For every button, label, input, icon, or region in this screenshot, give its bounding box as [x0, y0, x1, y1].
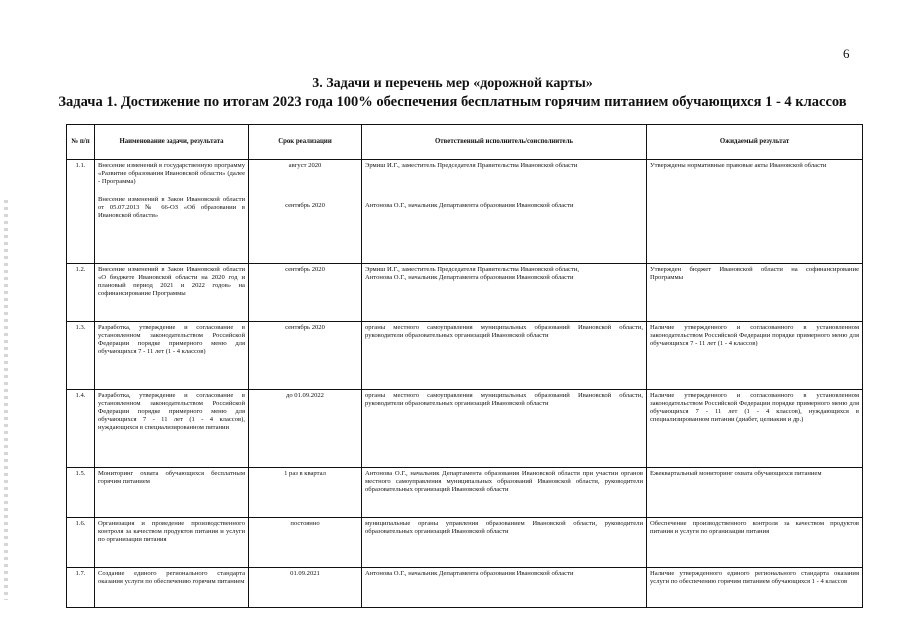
page-number: 6 — [843, 46, 850, 61]
section-title: 3. Задачи и перечень мер «дорожной карты» — [312, 76, 593, 91]
row-term-part: август 2020 — [288, 162, 322, 169]
header-result: Ожидаемый результат — [647, 125, 863, 160]
row-task: Мониторинг охвата обучающихся бесплатным горячим питанием — [95, 468, 249, 518]
row-task-part: Внесение изменений в государственную программу «Развитие образования Ивановской области» (далее - Программа) — [98, 162, 245, 185]
row-responsible-part: Антонова О.Г., начальник Департамента образования Ивановской области — [365, 201, 574, 209]
table-row — [67, 568, 863, 608]
row-responsible: муниципальные органы управления образованием Ивановской области, руководители образовательных организаций Ивановской области — [362, 518, 647, 568]
row-responsible-part: Антонова О.Г., начальник Департамента образования Ивановской области — [365, 273, 574, 281]
table-row — [67, 160, 863, 264]
row-responsible — [362, 160, 647, 264]
task-title: Задача 1. Достижение по итогам 2023 года 100% обеспечения бесплатным горячим питанием обучающихся 1 - 4 классов — [58, 94, 847, 110]
row-task: Создание единого регионального стандарта оказания услуги по обеспечению горячим питанием — [95, 568, 249, 608]
row-result: Наличие утвержденного и согласованного в установленном законодательством Российской Федерации порядке примерного меню для обучающихся 7 - 11 лет (1 - 4 классов) — [647, 322, 863, 390]
table-header-row — [67, 125, 863, 160]
row-term: сентябрь 2020 — [249, 322, 362, 390]
row-term: 1 раз в квартал — [249, 468, 362, 518]
header-task: Наименование задачи, результата — [95, 125, 249, 160]
row-responsible: органы местного самоуправления муниципальных образований Ивановской области, руководители образовательных организаций Ивановской области — [362, 390, 647, 468]
row-task: Организация и проведение производственного контроля за качеством продуктов питания и услуги по организации питания — [95, 518, 249, 568]
row-num: 1.3. — [67, 322, 95, 390]
header-num: № п/п — [67, 125, 95, 160]
row-task: Разработка, утверждение и согласование в установленном законодательством Российской Федерации порядке примерного меню для обучающихся 7 - 11 лет (1 - 4 классов) — [95, 322, 249, 390]
row-result: Утверждены нормативные правовые акты Ивановской области — [647, 160, 863, 264]
row-responsible: Антонова О.Г., начальник Департамента образования Ивановской области при участии органов местного самоуправления муниципальных образований Ивановской области, руководители образовательных организаций Ивановской области — [362, 468, 647, 518]
row-num: 1.5. — [67, 468, 95, 518]
row-term: постоянно — [249, 518, 362, 568]
table-row — [67, 264, 863, 322]
table-row — [67, 390, 863, 468]
row-responsible: Антонова О.Г., начальник Департамента образования Ивановской области — [362, 568, 647, 608]
table-row — [67, 518, 863, 568]
row-task-part: Внесение изменений в Закон Ивановской области от 05.07.2013 № 66-ОЗ «Об образовании в Ивановской области» — [98, 195, 245, 219]
row-term — [249, 160, 362, 264]
row-responsible: органы местного самоуправления муниципальных образований Ивановской области, руководители образовательных организаций Ивановской области — [362, 322, 647, 390]
row-num: 1.2. — [67, 264, 95, 322]
row-result: Ежеквартальный мониторинг охвата обучающихся питанием — [647, 468, 863, 518]
row-num: 1.1. — [67, 160, 95, 264]
table-row — [67, 322, 863, 390]
row-num: 1.6. — [67, 518, 95, 568]
row-term: до 01.09.2022 — [249, 390, 362, 468]
row-term: сентябрь 2020 — [249, 264, 362, 322]
row-task — [95, 160, 249, 264]
row-responsible — [362, 264, 647, 322]
row-task: Разработка, утверждение и согласование в установленном законодательством Российской Федерации порядке примерного меню для обучающихся 7 - 11 лет (1 - 4 классов), нуждающихся в специализированном питании — [95, 390, 249, 468]
header-responsible: Ответственный исполнитель/соисполнитель — [362, 125, 647, 160]
row-result: Утвержден бюджет Ивановской области на софинансирование Программы — [647, 264, 863, 322]
table-row — [67, 468, 863, 518]
row-term: 01.09.2021 — [249, 568, 362, 608]
row-num: 1.4. — [67, 390, 95, 468]
roadmap-table — [66, 124, 863, 608]
row-num: 1.7. — [67, 568, 95, 608]
header-term: Срок реализации — [249, 125, 362, 160]
margin-scan-artifact — [4, 200, 8, 600]
row-result: Обеспечение производственного контроля за качеством продуктов питания и услуги по организации питания — [647, 518, 863, 568]
row-responsible-part: Эрмиш И.Г., заместитель Председателя Правительства Ивановской области, — [365, 266, 579, 273]
row-responsible-part: Эрмиш И.Г., заместитель Председателя Правительства Ивановской области — [365, 162, 578, 169]
row-term-part: сентябрь 2020 — [285, 201, 325, 209]
row-result: Наличие утвержденного и согласованного в установленном законодательством Российской Федерации порядке примерного меню для обучающихся 7 - 11 лет (1 - 4 классов), нуждающихся в специализированном питании (диабет, целиакия и др.) — [647, 390, 863, 468]
row-task: Внесение изменений в Закон Ивановской области «О бюджете Ивановской области на 2020 год и плановый период 2021 и 2022 годов» на софинансирование Программы — [95, 264, 249, 322]
row-result: Наличие утвержденного единого регионального стандарта оказания услуги по обеспечению горячим питанием обучающихся 1 - 4 классов — [647, 568, 863, 608]
